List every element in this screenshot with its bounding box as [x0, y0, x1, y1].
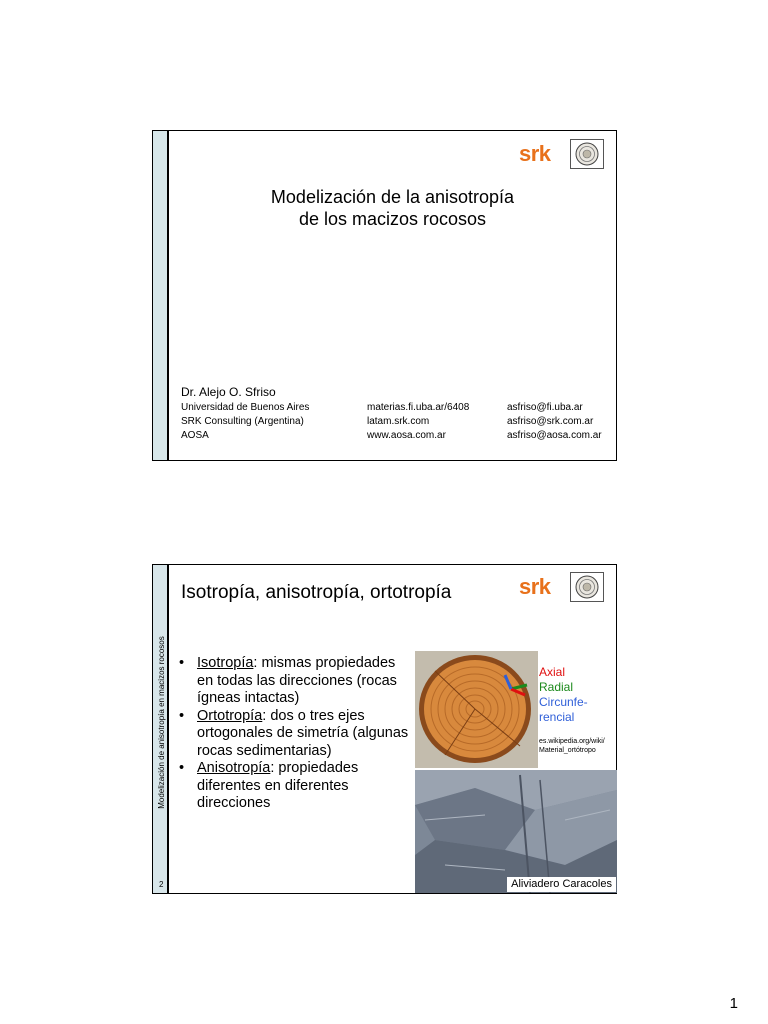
university-seal-icon — [570, 572, 604, 602]
legend-axial: Axial — [539, 665, 566, 679]
side-label: Modelización de anisotropía en macizos rocosos — [156, 635, 166, 809]
legend-circumferential-1: Circunfe- — [539, 695, 588, 709]
bullet-term: Anisotropía — [197, 760, 271, 776]
contact-row — [181, 415, 617, 429]
slide-page-number: 2 — [159, 880, 164, 889]
slide-1 — [152, 130, 617, 461]
wood-cross-section-image — [415, 651, 538, 768]
bullet-text: diferentes en diferentes direcciones — [197, 777, 349, 811]
bullet-item: • Isotropía: mismas propiedades en todas las direcciones (rocas ígneas intactas) — [179, 655, 397, 706]
rock-outcrop-image — [415, 770, 617, 893]
email: asfriso@srk.com.ar — [507, 416, 594, 427]
title-line-2: de los macizos rocosos — [298, 209, 487, 229]
srk-logo: srk — [519, 574, 551, 599]
legend-circumferential-2: rencial — [539, 710, 575, 724]
bullet-text: ortogonales de simetría (algunas rocas sedimentarias) — [197, 725, 409, 759]
srk-logo: srk — [519, 141, 551, 166]
bullet-text: en todas las direcciones (rocas ígneas intactas) — [197, 672, 397, 706]
bullet-item: • Anisotropía: propiedades diferentes en diferentes direcciones — [179, 760, 359, 811]
slide-1-title — [169, 186, 616, 230]
bullet-term: Isotropía — [197, 655, 254, 671]
bullet-text: : propiedades — [270, 760, 359, 776]
bullet-item: • Ortotropía: dos o tres ejes ortogonales de simetría (algunas rocas sedimentarias) — [179, 707, 409, 759]
slide-side-bar — [153, 131, 169, 460]
slide-2-title: Isotropía, anisotropía, ortotropía — [181, 582, 452, 603]
document-page-number: 1 — [729, 995, 738, 1012]
slide-side-bar — [153, 565, 169, 893]
contact-row — [181, 401, 617, 415]
axes-legend — [539, 665, 588, 725]
bullet-text: : mismas propiedades — [253, 655, 396, 671]
title-line-1: Modelización de la anisotropía — [270, 187, 515, 207]
university-seal-icon — [570, 139, 604, 169]
source-url: es.wikipedia.org/wiki/ Material_ortótropo — [539, 738, 605, 754]
bullet-text: : dos o tres ejes — [262, 707, 365, 724]
website: materias.fi.uba.ar/6408 — [367, 402, 470, 413]
website: latam.srk.com — [367, 416, 430, 427]
organization: SRK Consulting (Argentina) — [181, 416, 304, 427]
bullet-list — [179, 655, 414, 813]
image-caption: Aliviadero Caracoles — [507, 877, 616, 892]
email: asfriso@aosa.com.ar — [507, 430, 602, 441]
contact-table — [181, 401, 617, 443]
slide-2 — [152, 564, 617, 894]
organization: Universidad de Buenos Aires — [181, 402, 310, 413]
website: www.aosa.com.ar — [367, 430, 446, 441]
organization: AOSA — [181, 430, 209, 441]
bullet-term: Ortotropía — [197, 707, 263, 724]
contact-row — [181, 429, 617, 443]
legend-radial: Radial — [539, 680, 574, 694]
email: asfriso@fi.uba.ar — [507, 402, 583, 413]
author-name: Dr. Alejo O. Sfriso — [181, 385, 276, 399]
